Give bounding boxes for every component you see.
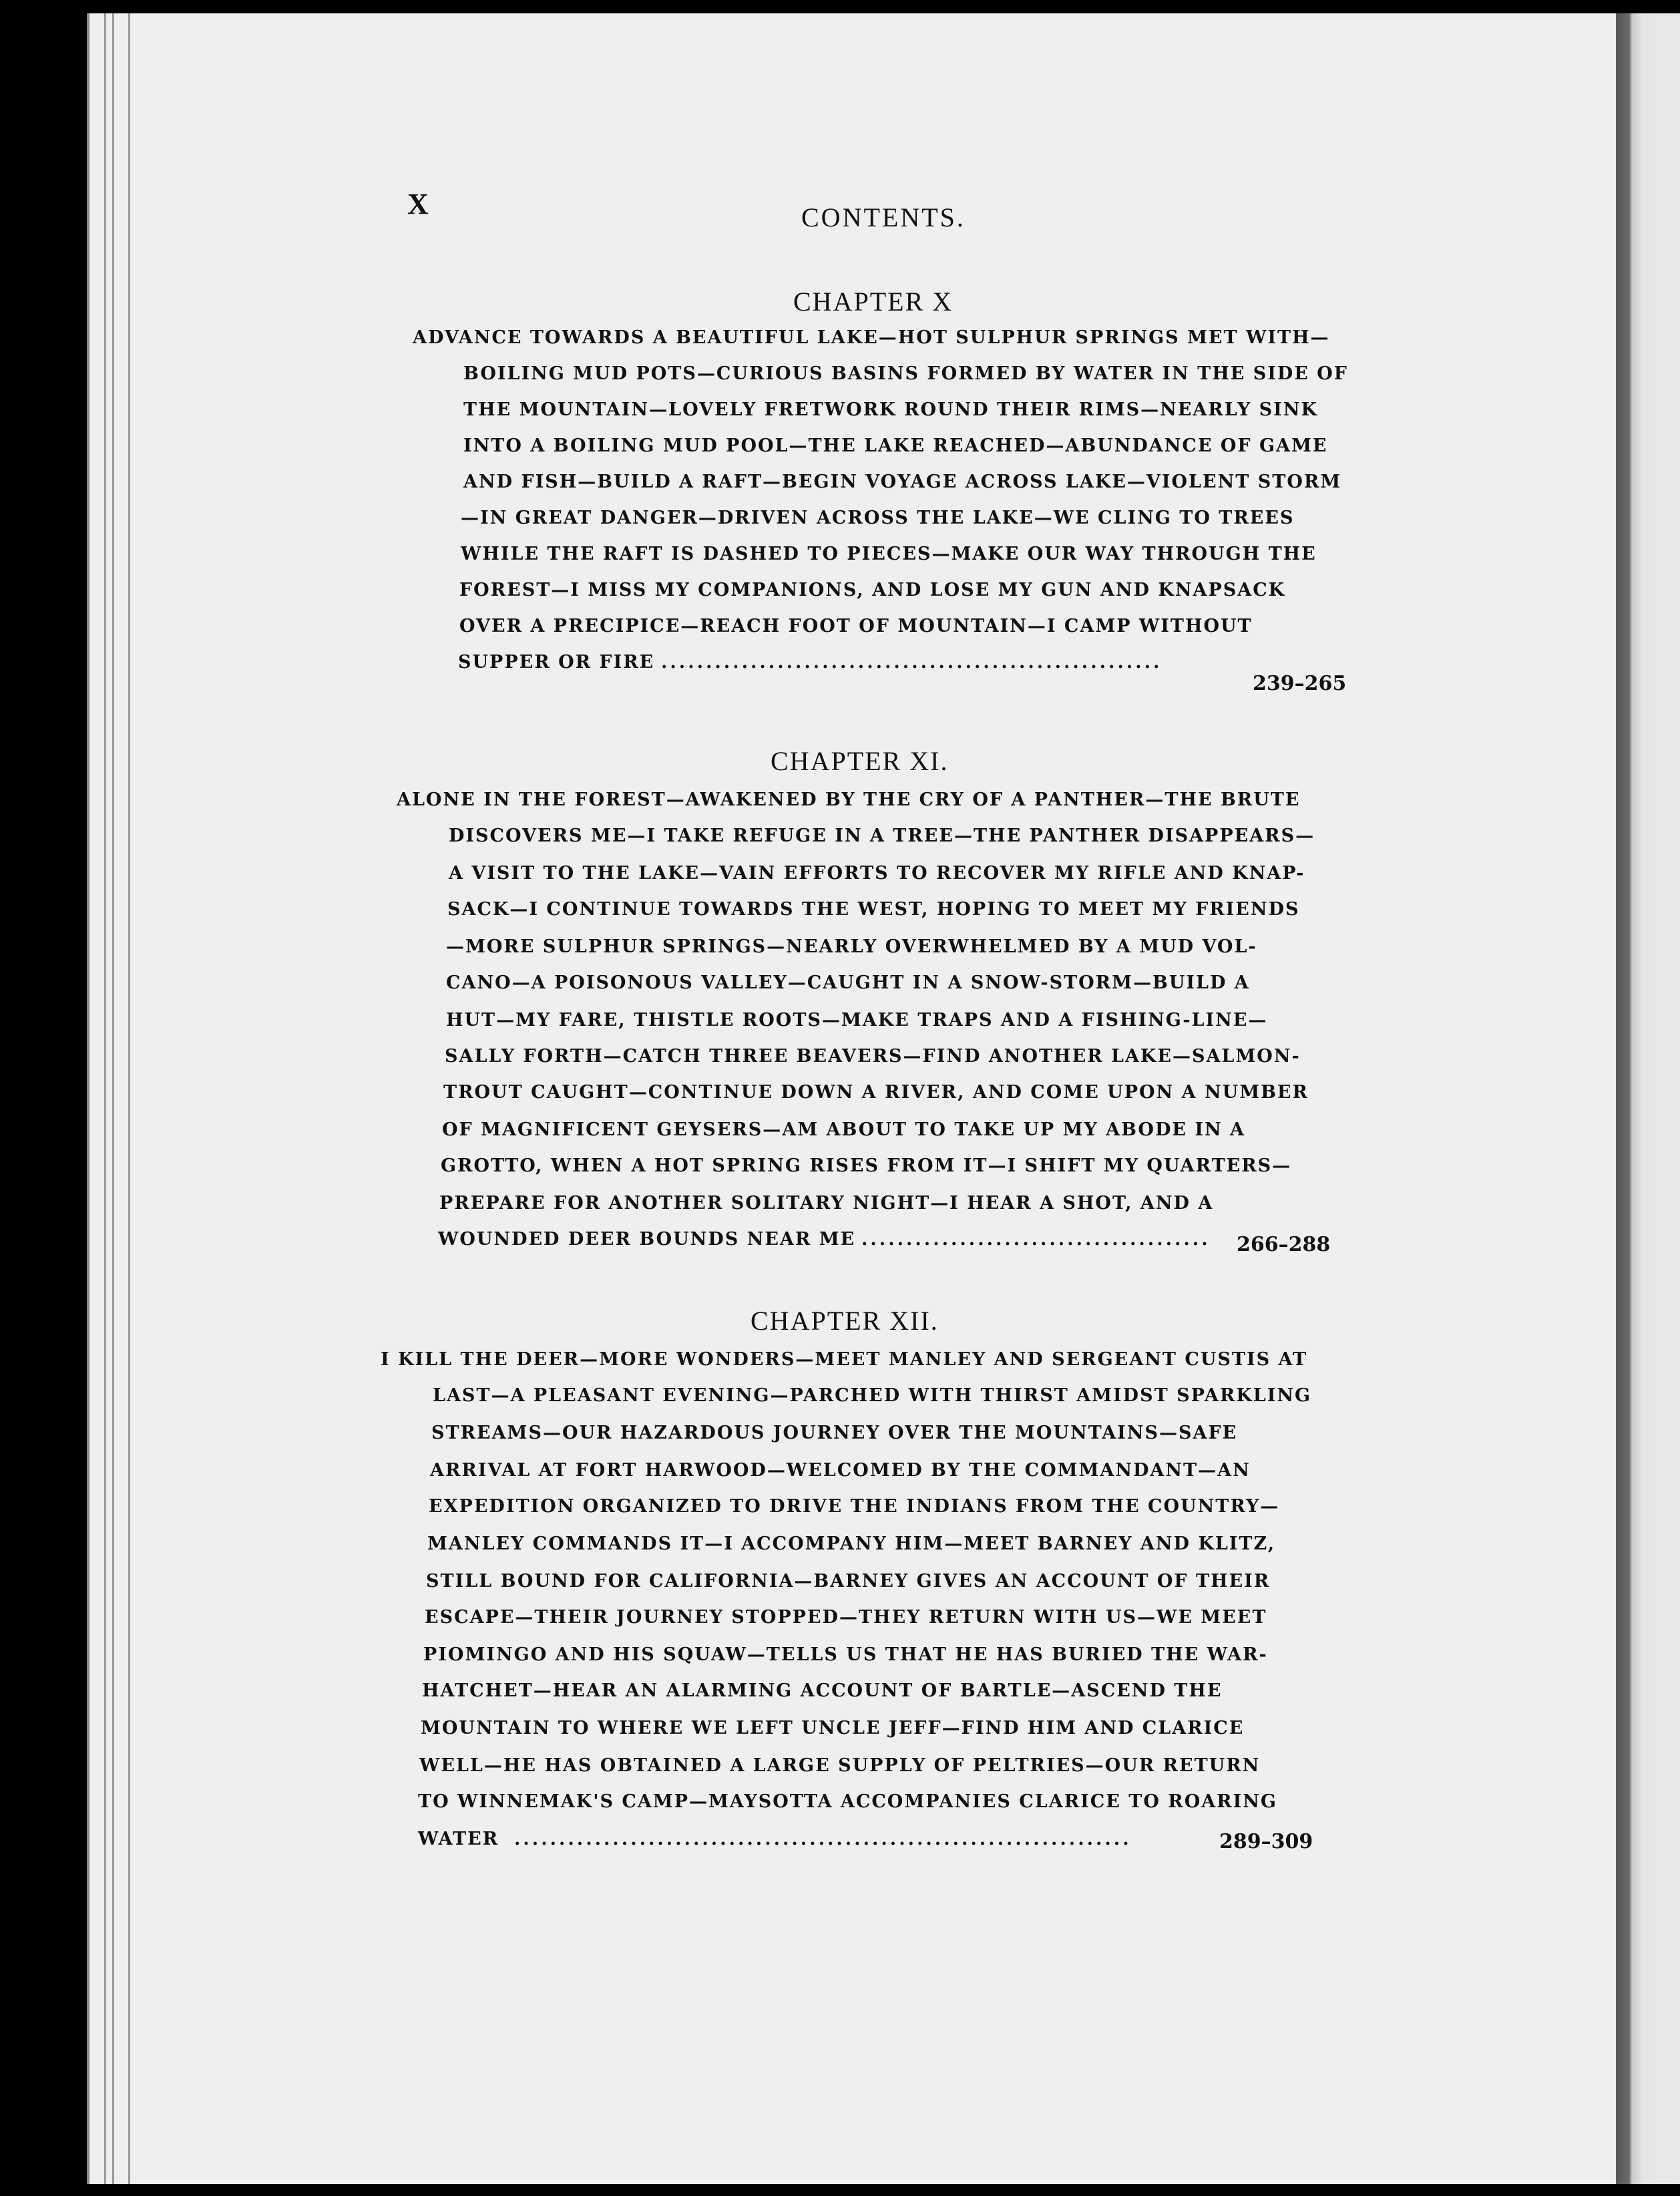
dot-leader: ........................................................ — [661, 652, 1163, 673]
contents-line: STILL BOUND FOR CALIFORNIA—BARNEY GIVES AN ACCOUNT OF THEIR — [426, 1571, 1271, 1592]
contents-line: OF MAGNIFICENT GEYSERS—AM ABOUT TO TAKE UP MY ABODE IN A — [442, 1119, 1245, 1140]
running-title: CONTENTS. — [801, 202, 966, 232]
page-edge-rule — [104, 13, 106, 2184]
page-range: 289–309 — [1219, 1830, 1313, 1853]
page-range: 239–265 — [1253, 672, 1347, 695]
contents-line: PREPARE FOR ANOTHER SOLITARY NIGHT—I HEAR A SHOT, AND A — [439, 1193, 1214, 1214]
contents-line: SACK—I CONTINUE TOWARDS THE WEST, HOPING TO MEET MY FRIENDS — [447, 899, 1300, 920]
contents-line: I KILL THE DEER—MORE WONDERS—MEET MANLEY AND SERGEANT CUSTIS AT — [381, 1349, 1308, 1370]
contents-line: TO WINNEMAK'S CAMP—MAYSOTTA ACCOMPANIES CLARICE TO ROARING — [418, 1791, 1277, 1812]
chapter-title: CHAPTER X — [793, 287, 954, 317]
contents-line: WOUNDED DEER BOUNDS NEAR ME — [438, 1229, 856, 1250]
contents-line: SUPPER OR FIRE — [458, 652, 655, 673]
contents-line: CANO—A POISONOUS VALLEY—CAUGHT IN A SNOW-STORM—BUILD A — [446, 972, 1250, 993]
contents-line: A VISIT TO THE LAKE—VAIN EFFORTS TO RECOVER MY RIFLE AND KNAP- — [449, 863, 1305, 884]
contents-line: MANLEY COMMANDS IT—I ACCOMPANY HIM—MEET BARNEY AND KLITZ, — [427, 1533, 1276, 1554]
contents-line: DISCOVERS ME—I TAKE REFUGE IN A TREE—THE PANTHER DISAPPEARS— — [449, 826, 1315, 846]
dot-leader: ....................................... — [861, 1229, 1211, 1250]
contents-line: GROTTO, WHEN A HOT SPRING RISES FROM IT—I SHIFT MY QUARTERS— — [441, 1155, 1292, 1176]
contents-line: THE MOUNTAIN—LOVELY FRETWORK ROUND THEIR RIMS—NEARLY SINK — [463, 399, 1318, 420]
contents-line: HATCHET—HEAR AN ALARMING ACCOUNT OF BARTLE—ASCEND THE — [422, 1680, 1223, 1701]
dot-leader: ..................................................................... — [514, 1829, 1132, 1849]
contents-line: —MORE SULPHUR SPRINGS—NEARLY OVERWHELMED BY A MUD VOL- — [446, 936, 1257, 957]
folio: X — [407, 188, 429, 220]
contents-line: WHILE THE RAFT IS DASHED TO PIECES—MAKE OUR WAY THROUGH THE — [461, 544, 1317, 564]
page-edge-rule — [112, 13, 114, 2184]
page-range: 266–288 — [1237, 1233, 1331, 1256]
contents-line: —IN GREAT DANGER—DRIVEN ACROSS THE LAKE—WE CLING TO TREES — [461, 508, 1295, 528]
contents-line: FOREST—I MISS MY COMPANIONS, AND LOSE MY GUN AND KNAPSACK — [459, 580, 1286, 600]
contents-line: ESCAPE—THEIR JOURNEY STOPPED—THEY RETURN WITH US—WE MEET — [425, 1607, 1267, 1628]
chapter-title: CHAPTER XI. — [771, 746, 949, 776]
page-edge-rule — [128, 13, 130, 2184]
contents-line: PIOMINGO AND HIS SQUAW—TELLS US THAT HE HAS BURIED THE WAR- — [423, 1644, 1268, 1665]
contents-line: WATER — [418, 1829, 499, 1849]
contents-line: LAST—A PLEASANT EVENING—PARCHED WITH THIRST AMIDST SPARKLING — [433, 1385, 1312, 1406]
contents-line: ADVANCE TOWARDS A BEAUTIFUL LAKE—HOT SULPHUR SPRINGS MET WITH— — [413, 327, 1330, 348]
contents-line: ARRIVAL AT FORT HARWOOD—WELCOMED BY THE COMMANDANT—AN — [430, 1460, 1251, 1481]
contents-line: ALONE IN THE FOREST—AWAKENED BY THE CRY OF A PANTHER—THE BRUTE — [397, 789, 1301, 810]
contents-line: EXPEDITION ORGANIZED TO DRIVE THE INDIANS FROM THE COUNTRY— — [429, 1496, 1280, 1517]
contents-line: AND FISH—BUILD A RAFT—BEGIN VOYAGE ACROSS LAKE—VIOLENT STORM — [463, 472, 1342, 492]
contents-line: BOILING MUD POTS—CURIOUS BASINS FORMED BY WATER IN THE SIDE OF — [463, 363, 1348, 384]
chapter-title: CHAPTER XII. — [751, 1306, 939, 1336]
contents-line: MOUNTAIN TO WHERE WE LEFT UNCLE JEFF—FIND HIM AND CLARICE — [421, 1718, 1245, 1738]
contents-line: WELL—HE HAS OBTAINED A LARGE SUPPLY OF PELTRIES—OUR RETURN — [419, 1755, 1261, 1776]
contents-line: OVER A PRECIPICE—REACH FOOT OF MOUNTAIN—I CAMP WITHOUT — [459, 616, 1253, 636]
contents-line: INTO A BOILING MUD POOL—THE LAKE REACHED—ABUNDANCE OF GAME — [463, 435, 1328, 456]
contents-line: SALLY FORTH—CATCH THREE BEAVERS—FIND ANOTHER LAKE—SALMON- — [445, 1046, 1301, 1067]
contents-line: STREAMS—OUR HAZARDOUS JOURNEY OVER THE MOUNTAINS—SAFE — [431, 1423, 1238, 1443]
facing-page-edge — [1616, 13, 1680, 2184]
contents-line: HUT—MY FARE, THISTLE ROOTS—MAKE TRAPS AND A FISHING-LINE— — [446, 1010, 1268, 1031]
contents-line: TROUT CAUGHT—CONTINUE DOWN A RIVER, AND COME UPON A NUMBER — [443, 1082, 1309, 1103]
